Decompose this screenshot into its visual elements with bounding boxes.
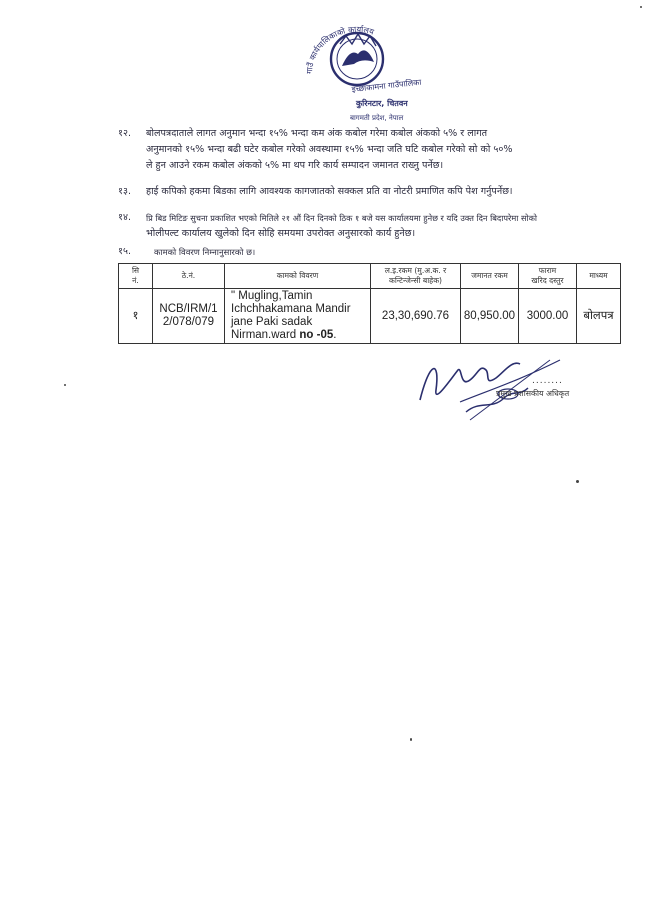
table-header-row [119,264,621,289]
seal-text-place: कुरिनटार, चितवन [356,99,408,108]
clause-line: अनुमानको १५% भन्दा बढी घटेर कबोल गरेको अवस्थामा १५% भन्दा जति घटि कबोल गरेको सो को ५०% [146,144,513,155]
clause-number: १५. [118,246,132,257]
clause-line: हाई कपिको हकमा बिडका लागि आवश्यक कागजातको सक्कल प्रति वा नोटरी प्रमाणित कपि पेश गर्नुपर्नेछ। [146,186,513,197]
clause-line: भोलीपल्ट कार्यालय खुलेको दिन सोहि समयमा उपरोक्त अनुसारको कार्य हुनेछ। [146,228,416,239]
cell-estimated-cost: 23,30,690.76 [371,289,461,344]
clause-13 [118,184,638,202]
clause-14 [118,210,638,244]
signatory-title: प्रमुख प्रशासकीय अधिकृत [496,389,570,398]
clause-number: १४. [118,212,132,223]
scan-speck [64,384,66,386]
header-work-description: कामको विवरण [225,264,371,289]
clause-line: ले हुन आउने रकम कबोल अंकको ५% मा थप गरि कार्य सम्पादन जमानत राख्नु पर्नेछ। [146,160,444,171]
header-contract-no: ठे.नं. [153,264,225,289]
clause-line: प्रि बिड मिटिङ सुचना प्रकाशित भएको मितिले २१ औं दिन दिनको ठिक १ बजे यस कार्यालयमा हुनेछ र यदि उक्त दिन बिदापरेमा सोको [146,213,538,223]
seal-text-name: इच्छाकामना गाउँपालिका [351,77,422,94]
clause-line: कामको विवरण निम्नानुसारको छ। [154,247,256,257]
cell-bid-security: 80,950.00 [461,289,519,344]
header-bid-security: जमानत रकम [461,264,519,289]
cell-contract-no: NCB/IRM/12/078/079 [153,289,225,344]
seal-graphic [292,14,422,126]
seal-text-province: बागमती प्रदेश, नेपाल [350,114,404,122]
seal-text-ring: गाउँ कार्यपालिकाको कार्यालय [304,24,375,75]
scan-speck [576,480,579,483]
works-table [118,263,621,344]
clause-number: १२. [118,128,132,139]
cell-form-fee: 3000.00 [519,289,577,344]
header-estimated-cost: ल.इ.रकम (मु.अ.क. र कन्टिन्जेन्सी बाहेक) [371,264,461,289]
scan-speck [410,738,412,741]
cell-mode: बोलपत्र [577,289,621,344]
office-seal [292,14,422,126]
clause-15 [118,244,418,260]
clause-number: १३. [118,186,132,197]
header-serial: सि नं. [119,264,153,289]
header-form-fee: फाराम खरिद दस्तुर [519,264,577,289]
clause-line: बोलपत्रदाताले लागत अनुमान भन्दा १५% भन्दा कम अंक कबोल गरेमा कबोल अंकको ५% र लागत [146,128,488,139]
cell-serial: १ [119,289,153,344]
header-mode: माध्यम [577,264,621,289]
clause-12 [118,126,638,178]
scan-speck [640,6,642,8]
cell-work-description: " Mugling,Tamin Ichchhakamana Mandir jane Paki sadak Nirman.ward no -05. [225,289,371,344]
table-row [119,289,621,344]
signature-dots: ........ [532,376,563,386]
